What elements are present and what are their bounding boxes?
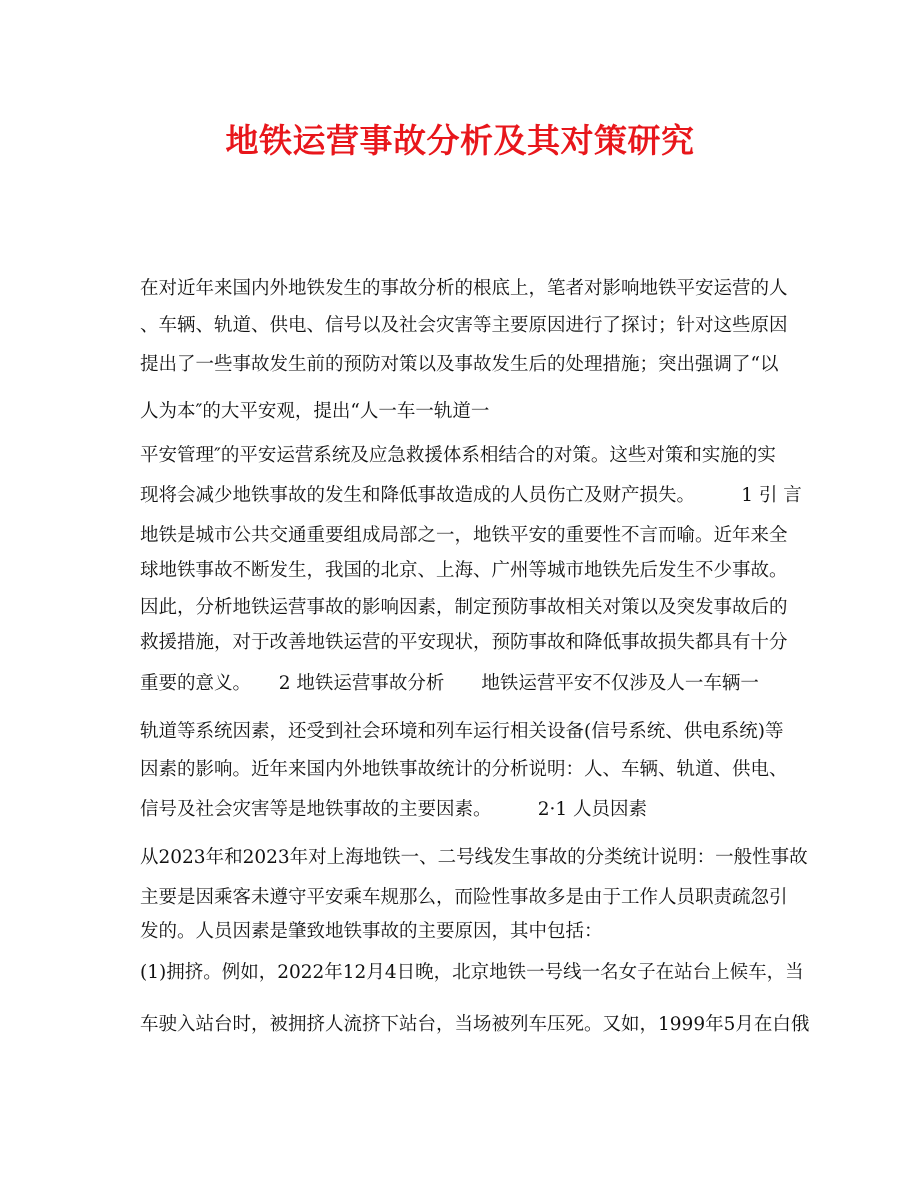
body-line: 、车辆、轨道、供电、信号以及社会灾害等主要原因进行了探讨；针对这些原因 <box>140 315 788 336</box>
body-line: 平安管理″的平安运营系统及应急救援体系相结合的对策。这些对策和实施的实 <box>140 445 776 466</box>
body-line: 提出了一些事故发生前的预防对策以及事故发生后的处理措施；突出强调了“以 <box>140 354 779 375</box>
body-line: 因素的影响。近年来国内外地铁事故统计的分析说明：人、车辆、轨道、供电、 <box>140 759 788 780</box>
body-line: 救援措施，对于改善地铁运营的平安现状，预防事故和降低事故损失都具有十分 <box>140 632 788 653</box>
body-line: 球地铁事故不断发生，我国的北京、上海、广州等城市地铁先后发生不少事故。 <box>140 560 788 581</box>
body-line: (1)拥挤。例如，2022年12月4日晚，北京地铁一号线一名女子在站台上候车，当 <box>140 962 804 983</box>
body-line: 因此，分析地铁运营事故的影响因素，制定预防事故相关对策以及突发事故后的 <box>140 597 788 618</box>
body-line: 信号及社会灾害等是地铁事故的主要因素。 2·1 人员因素 <box>140 799 648 820</box>
body-line: 重要的意义。 2 地铁运营事故分析 地铁运营平安不仅涉及人一车辆一 <box>140 673 759 694</box>
body-line: 从2023年和2023年对上海地铁一、二号线发生事故的分类统计说明：一般性事故 <box>140 847 808 868</box>
body-line: 主要是因乘客未遵守平安乘车规那么，而险性事故多是由于工作人员职责疏忽引 <box>140 887 788 908</box>
body-line: 轨道等系统因素，还受到社会环境和列车运行相关设备(信号系统、供电系统)等 <box>140 721 784 742</box>
body-line: 车驶入站台时，被拥挤人流挤下站台，当场被列车压死。又如，1999年5月在白俄 <box>140 1014 810 1035</box>
body-line: 发的。人员因素是肇致地铁事故的主要原因，其中包括： <box>140 921 603 942</box>
document-title: 地铁运营事故分析及其对策研究 <box>225 121 695 160</box>
body-line: 现将会减少地铁事故的发生和降低事故造成的人员伤亡及财产损失。 1 引 言 <box>140 485 802 506</box>
body-line: 在对近年来国内外地铁发生的事故分析的根底上，笔者对影响地铁平安运营的人 <box>140 278 788 299</box>
body-line: 人为本″的大平安观，提出“人一车一轨道一 <box>140 401 490 422</box>
body-line: 地铁是城市公共交通重要组成局部之一，地铁平安的重要性不言而喻。近年来全 <box>140 525 788 546</box>
